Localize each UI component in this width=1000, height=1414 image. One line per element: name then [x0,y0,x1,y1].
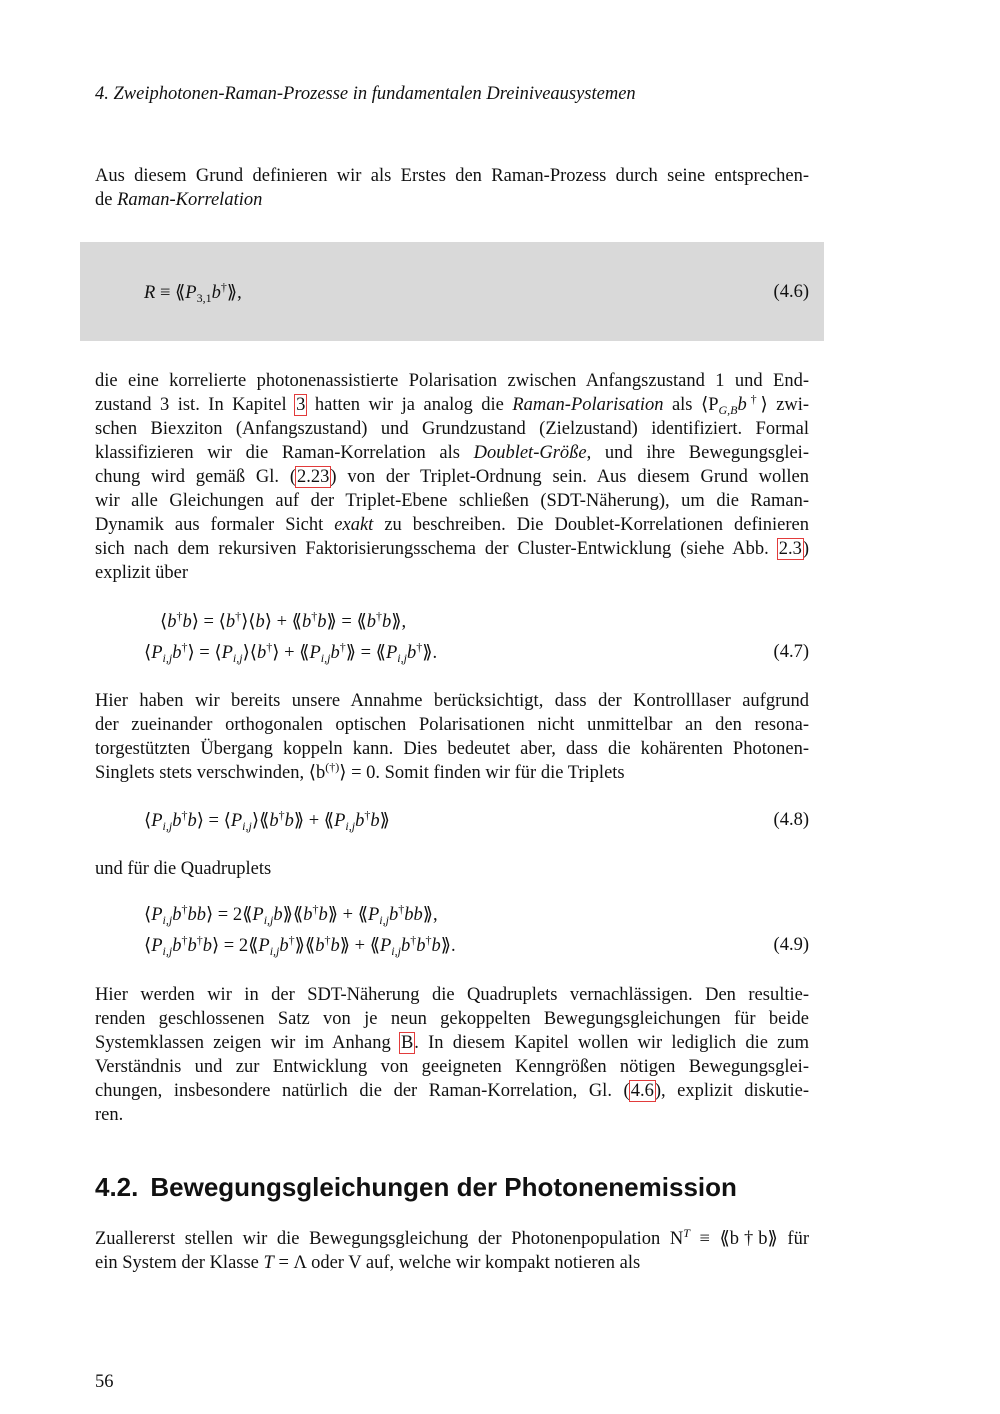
p5-line-4: Verständnis und zur Entwicklung von geeigneten Kenngrößen nötigen Bewegungsglei- [95,1057,809,1077]
equation-number-4-9: (4.9) [773,935,809,955]
p5-line-6: ren. [95,1105,124,1125]
p6-line-1 [95,1227,809,1251]
term-exakt: exakt [334,515,374,535]
p2-text: Dynamik aus formaler Sicht [95,515,335,535]
p6-text: Zuallererst stellen wir die Bewegungsgleichung der Photonenpopulation N [95,1229,684,1249]
p2-text: , und ihre Bewegungsglei- [586,443,809,463]
p2-text: sich nach dem rekursiven Faktorisierungsschema der Cluster-Entwicklung (siehe Abb. [95,539,778,559]
intro-text: de [95,190,118,210]
p3-line-4 [95,761,809,785]
p5-line-3 [95,1031,809,1055]
intro-paragraph [95,164,809,212]
p2-line-5 [95,465,809,489]
equation-number-4-6: (4.6) [773,282,809,302]
p2-subscript: G,B [718,403,738,417]
p2-symbol: b [737,395,747,415]
term-raman-polarisation: Raman-Polarisation [512,395,664,415]
term-doublet-groesse: Doublet-Größe [473,443,587,463]
p3-superscript: (†) [325,760,340,774]
p6-superscript: T [683,1226,690,1240]
p2-text: ⟩ zwi- [760,395,810,415]
paragraph-raman-correlation [95,369,809,585]
term-raman-korrelation: Raman-Korrelation [117,190,263,210]
paragraph-assumption [95,689,809,785]
p2-text: zu beschreiben. Die Doublet-Korrelationen definieren [373,515,809,535]
page-number: 56 [95,1372,114,1392]
p2-line-4 [95,441,809,465]
p2-superscript: † [746,392,761,406]
section-heading [95,1172,737,1203]
equation-4-9-line-1: $⟨P_{i,j}b^\dagger bb⟩$ = $2⟪P_{i,j}b⟫⟪b^\dagger b⟫$ + $⟪P_{i,j}b^\dagger bb⟫$, [144,902,438,927]
p5-line-1: Hier werden wir in der SDT-Näherung die Quadruplets vernachlässigen. Den resultie- [95,985,809,1005]
p5-text: Systemklassen zeigen wir im Anhang [95,1033,400,1053]
p6-text: ein System der Klasse [95,1253,264,1273]
p2-line-7 [95,513,809,537]
p3-line-1: Hier haben wir bereits unsere Annahme berücksichtigt, dass der Kontrolllaser aufgrund [95,691,809,711]
p6-text: = Λ oder V auf, welche wir kompakt notieren als [273,1253,641,1273]
p3-line-2: der zueinander orthogonalen optischen Polarisationen nicht unmittelbar an den resona- [95,715,809,735]
paragraph-sdt [95,983,809,1127]
p2-text: als ⟨P [663,395,719,415]
equation-4-8: $⟨P_{i,j}b^\dagger b⟩$ = $⟨P_{i,j}⟩⟪b^\dagger b⟫$ + $⟪P_{i,j}b^\dagger b⟫$ [144,808,390,833]
ref-appendix-b[interactable]: B [400,1033,414,1053]
equation-4-7-line-2: $⟨P_{i,j}b^\dagger⟩$ = $⟨P_{i,j}⟩⟨b^\dagger⟩$ + $⟪P_{i,j}b^\dagger⟫$ = $⟪P_{i,j}b^\dagger⟫$. [144,640,438,665]
equation-number-4-8: (4.8) [773,810,809,830]
p2-text: klassifizieren wir die Raman-Korrelation als [95,443,474,463]
p2-line-9: explizit über [95,563,188,583]
p2-text: ) von der Triplet-Ordnung sein. Aus diesem Grund wollen [330,467,809,487]
p2-text: chung wird gemäß Gl. ( [95,467,296,487]
equation-4-9-line-2: $⟨P_{i,j}b^\dagger b^\dagger b⟩$ = $2⟪P_{i,j}b^\dagger⟫⟪b^\dagger b⟫$ + $⟪P_{i,j}b^\dagger b^\dagger b⟫$. [144,933,456,958]
ref-eq-4-6[interactable]: 4.6 [630,1081,654,1101]
p5-line-5 [95,1079,809,1103]
section-title: Bewegungsgleichungen der Photonenemission [150,1172,737,1202]
p4-line-1: und für die Quadruplets [95,859,272,879]
p3-text: Singlets stets verschwinden, ⟨b [95,763,326,783]
p2-line-2 [95,393,809,417]
section-number: 4.2. [95,1172,139,1202]
p5-line-2: renden geschlossenen Satz von je neun gekoppelten Bewegungsgleichungen für beide [95,1009,809,1029]
p6-symbol: T [263,1253,274,1273]
p2-text: ) [802,539,809,559]
ref-chapter-3[interactable]: 3 [296,395,306,415]
paragraph-quadruplets-intro [95,857,809,881]
ref-eq-2-23[interactable]: 2.23 [297,467,330,487]
p2-line-6: wir alle Gleichungen auf der Triplet-Ebene schließen (SDT-Näherung), um die Raman- [95,491,809,511]
p2-line-1: die eine korrelierte photonenassistierte Polarisation zwischen Anfangszustand 1 und End- [95,371,809,391]
p2-line-8 [95,537,809,561]
intro-line-1: Aus diesem Grund definieren wir als Erstes den Raman-Prozess durch seine entsprechen- [95,166,809,186]
equation-number-4-7: (4.7) [773,642,809,662]
ref-fig-2-3[interactable]: 2.3 [778,539,802,559]
equation-4-6: $R \equiv ⟪P_{3,1}b^\dagger⟫$, [144,280,242,305]
p6-text: ≡ ⟪b†b⟫ für [689,1229,809,1249]
p5-text: chungen, insbesondere natürlich die der Raman-Korrelation, Gl. ( [95,1081,630,1101]
p2-line-3: schen Biexziton (Anfangszustand) und Grundzustand (Zielzustand) identifiziert. Formal [95,419,809,439]
p3-line-3: torgestützten Übergang koppeln kann. Dies bedeutet aber, dass die kohärenten Photonen- [95,739,809,759]
intro-line-2 [95,188,809,212]
running-head: 4. Zweiphotonen-Raman-Prozesse in fundamentalen Dreiniveausystemen [95,84,636,104]
p2-text: hatten wir ja analog die [306,395,513,415]
p2-text: zustand 3 ist. In Kapitel [95,395,296,415]
p5-text: . In diesem Kapitel wollen wir lediglich die zum [414,1033,809,1053]
p3-text: ⟩ = 0. Somit finden wir für die Triplets [339,763,625,783]
p5-text: ), explizit diskutie- [654,1081,809,1101]
equation-4-7-line-1: ⟨b†b⟩ = ⟨b†⟩⟨b⟩ + ⟪b†b⟫ = ⟪b†b⟫, [160,609,407,632]
p6-line-2 [95,1251,809,1275]
paragraph-photon-population [95,1227,809,1275]
